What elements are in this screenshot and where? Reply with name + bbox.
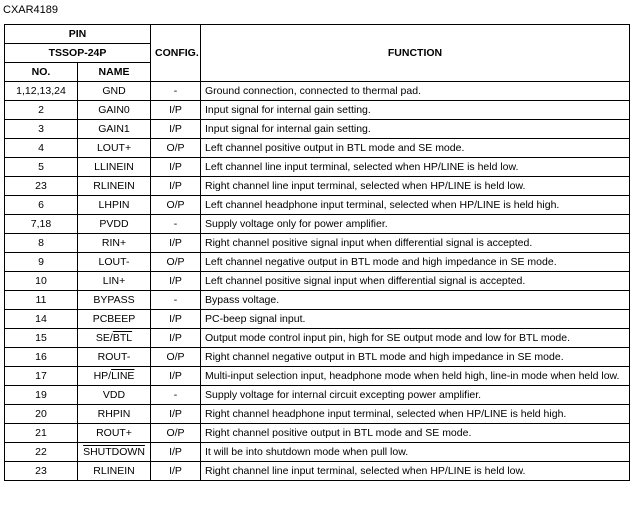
pin-function: Right channel positive signal input when differential signal is accepted. bbox=[201, 234, 630, 253]
package-header: TSSOP-24P bbox=[5, 44, 151, 63]
pin-name-prefix: HP/ bbox=[93, 370, 112, 382]
pin-config: I/P bbox=[151, 367, 201, 386]
pin-name bbox=[78, 120, 151, 139]
pin-number: 10 bbox=[5, 272, 78, 291]
pin-name-text: LHPIN bbox=[98, 199, 130, 211]
pin-function: It will be into shutdown mode when pull low. bbox=[201, 443, 630, 462]
table-row bbox=[5, 272, 630, 291]
pin-config: O/P bbox=[151, 424, 201, 443]
pin-name bbox=[78, 177, 151, 196]
pin-function: Right channel line input terminal, selected when HP/LINE is held low. bbox=[201, 462, 630, 481]
table-row bbox=[5, 215, 630, 234]
config-header: CONFIG. bbox=[151, 25, 201, 82]
pin-name-text: LOUT- bbox=[98, 256, 130, 268]
pin-name-text: PCBEEP bbox=[92, 313, 136, 325]
pin-name-text: GND bbox=[102, 85, 126, 97]
pin-number: 16 bbox=[5, 348, 78, 367]
pin-number: 14 bbox=[5, 310, 78, 329]
pin-function: Output mode control input pin, high for SE output mode and low for BTL mode. bbox=[201, 329, 630, 348]
table-row bbox=[5, 82, 630, 101]
pin-function: PC-beep signal input. bbox=[201, 310, 630, 329]
table-row bbox=[5, 443, 630, 462]
pin-config: O/P bbox=[151, 139, 201, 158]
pin-function: Bypass voltage. bbox=[201, 291, 630, 310]
table-row bbox=[5, 177, 630, 196]
pin-config: I/P bbox=[151, 158, 201, 177]
pin-name bbox=[78, 101, 151, 120]
pin-name bbox=[78, 310, 151, 329]
pin-name bbox=[78, 405, 151, 424]
pin-number: 2 bbox=[5, 101, 78, 120]
pin-function-table bbox=[4, 24, 630, 481]
pin-number: 22 bbox=[5, 443, 78, 462]
pin-config: O/P bbox=[151, 348, 201, 367]
pin-number: 6 bbox=[5, 196, 78, 215]
pin-config: I/P bbox=[151, 234, 201, 253]
pin-number: 23 bbox=[5, 462, 78, 481]
pin-config: O/P bbox=[151, 253, 201, 272]
pin-name-text: ROUT- bbox=[97, 351, 131, 363]
pin-function: Right channel positive output in BTL mode and SE mode. bbox=[201, 424, 630, 443]
pin-name-text: ROUT+ bbox=[96, 427, 132, 439]
pin-config: I/P bbox=[151, 329, 201, 348]
pin-name bbox=[78, 291, 151, 310]
pin-number: 15 bbox=[5, 329, 78, 348]
pin-config: I/P bbox=[151, 443, 201, 462]
table-row bbox=[5, 158, 630, 177]
table-row bbox=[5, 348, 630, 367]
table-row bbox=[5, 253, 630, 272]
pin-name-overlined: LINE bbox=[111, 370, 135, 382]
pin-config: I/P bbox=[151, 101, 201, 120]
pin-name-text: RIN+ bbox=[101, 237, 127, 249]
pin-name-prefix: SE/ bbox=[95, 332, 113, 344]
table-row bbox=[5, 329, 630, 348]
pin-config: - bbox=[151, 215, 201, 234]
pin-number: 4 bbox=[5, 139, 78, 158]
pin-config: O/P bbox=[151, 196, 201, 215]
pin-function: Right channel negative output in BTL mode and high impedance in SE mode. bbox=[201, 348, 630, 367]
pin-number: 9 bbox=[5, 253, 78, 272]
pin-config: - bbox=[151, 82, 201, 101]
pin-function: Supply voltage only for power amplifier. bbox=[201, 215, 630, 234]
pin-number: 19 bbox=[5, 386, 78, 405]
pin-function: Supply voltage for internal circuit excepting power amplifier. bbox=[201, 386, 630, 405]
table-row bbox=[5, 310, 630, 329]
pin-config: I/P bbox=[151, 120, 201, 139]
pin-config: I/P bbox=[151, 310, 201, 329]
pin-number: 5 bbox=[5, 158, 78, 177]
pin-config: I/P bbox=[151, 405, 201, 424]
pin-name bbox=[78, 82, 151, 101]
pin-function: Input signal for internal gain setting. bbox=[201, 120, 630, 139]
pin-name bbox=[78, 443, 151, 462]
pin-name-text: LOUT+ bbox=[96, 142, 132, 154]
table-row bbox=[5, 462, 630, 481]
pin-name bbox=[78, 196, 151, 215]
table-row bbox=[5, 386, 630, 405]
no-header: NO. bbox=[5, 63, 78, 82]
pin-name bbox=[78, 253, 151, 272]
pin-number: 1,12,13,24 bbox=[5, 82, 78, 101]
pin-name bbox=[78, 139, 151, 158]
pin-function: Left channel positive output in BTL mode and SE mode. bbox=[201, 139, 630, 158]
table-row bbox=[5, 196, 630, 215]
pin-function: Left channel positive signal input when differential signal is accepted. bbox=[201, 272, 630, 291]
pin-function: Multi-input selection input, headphone mode when held high, line-in mode when held low. bbox=[201, 367, 630, 386]
pin-config: I/P bbox=[151, 462, 201, 481]
pin-header: PIN bbox=[5, 25, 151, 44]
pin-name-text: PVDD bbox=[99, 218, 129, 230]
pin-name bbox=[78, 367, 151, 386]
pin-config: I/P bbox=[151, 177, 201, 196]
pin-name-overlined: SHUTDOWN bbox=[83, 446, 145, 458]
pin-function: Ground connection, connected to thermal pad. bbox=[201, 82, 630, 101]
pin-name-text: LIN+ bbox=[102, 275, 126, 287]
pin-name bbox=[78, 386, 151, 405]
pin-name bbox=[78, 234, 151, 253]
table-row bbox=[5, 291, 630, 310]
pin-number: 21 bbox=[5, 424, 78, 443]
pin-number: 8 bbox=[5, 234, 78, 253]
pin-config: - bbox=[151, 291, 201, 310]
pin-name bbox=[78, 215, 151, 234]
table-row bbox=[5, 367, 630, 386]
pin-number: 23 bbox=[5, 177, 78, 196]
pin-name bbox=[78, 272, 151, 291]
pin-name-text: RLINEIN bbox=[93, 465, 135, 477]
pin-name bbox=[78, 158, 151, 177]
function-header: FUNCTION bbox=[201, 25, 630, 82]
pin-number: 17 bbox=[5, 367, 78, 386]
name-header: NAME bbox=[78, 63, 151, 82]
pin-name-text: BYPASS bbox=[93, 294, 135, 306]
pin-number: 20 bbox=[5, 405, 78, 424]
pin-function: Left channel headphone input terminal, selected when HP/LINE is held high. bbox=[201, 196, 630, 215]
table-row bbox=[5, 120, 630, 139]
pin-name bbox=[78, 329, 151, 348]
pin-number: 11 bbox=[5, 291, 78, 310]
table-row bbox=[5, 424, 630, 443]
pin-function: Right channel line input terminal, selected when HP/LINE is held low. bbox=[201, 177, 630, 196]
pin-function: Left channel line input terminal, selected when HP/LINE is held low. bbox=[201, 158, 630, 177]
pin-name-overlined: $\overline{BTL}$ bbox=[112, 332, 133, 344]
table-row bbox=[5, 234, 630, 253]
pin-name bbox=[78, 424, 151, 443]
pin-number: 3 bbox=[5, 120, 78, 139]
pin-config: I/P bbox=[151, 272, 201, 291]
pin-function: Right channel headphone input terminal, selected when HP/LINE is held high. bbox=[201, 405, 630, 424]
pin-name-text: GAIN0 bbox=[98, 104, 130, 116]
pin-name-text: VDD bbox=[102, 389, 126, 401]
pin-function: Input signal for internal gain setting. bbox=[201, 101, 630, 120]
pin-function: Left channel negative output in BTL mode and high impedance in SE mode. bbox=[201, 253, 630, 272]
table-row bbox=[5, 405, 630, 424]
pin-name-text: GAIN1 bbox=[98, 123, 130, 135]
document-title: CXAR4189 bbox=[3, 4, 59, 16]
pin-name bbox=[78, 462, 151, 481]
table-row bbox=[5, 139, 630, 158]
pin-number: 7,18 bbox=[5, 215, 78, 234]
pin-name-text: RLINEIN bbox=[93, 180, 135, 192]
pin-config: - bbox=[151, 386, 201, 405]
table-row bbox=[5, 101, 630, 120]
pin-name-text: RHPIN bbox=[97, 408, 131, 420]
pin-name-text: LLINEIN bbox=[94, 161, 134, 173]
pin-name bbox=[78, 348, 151, 367]
